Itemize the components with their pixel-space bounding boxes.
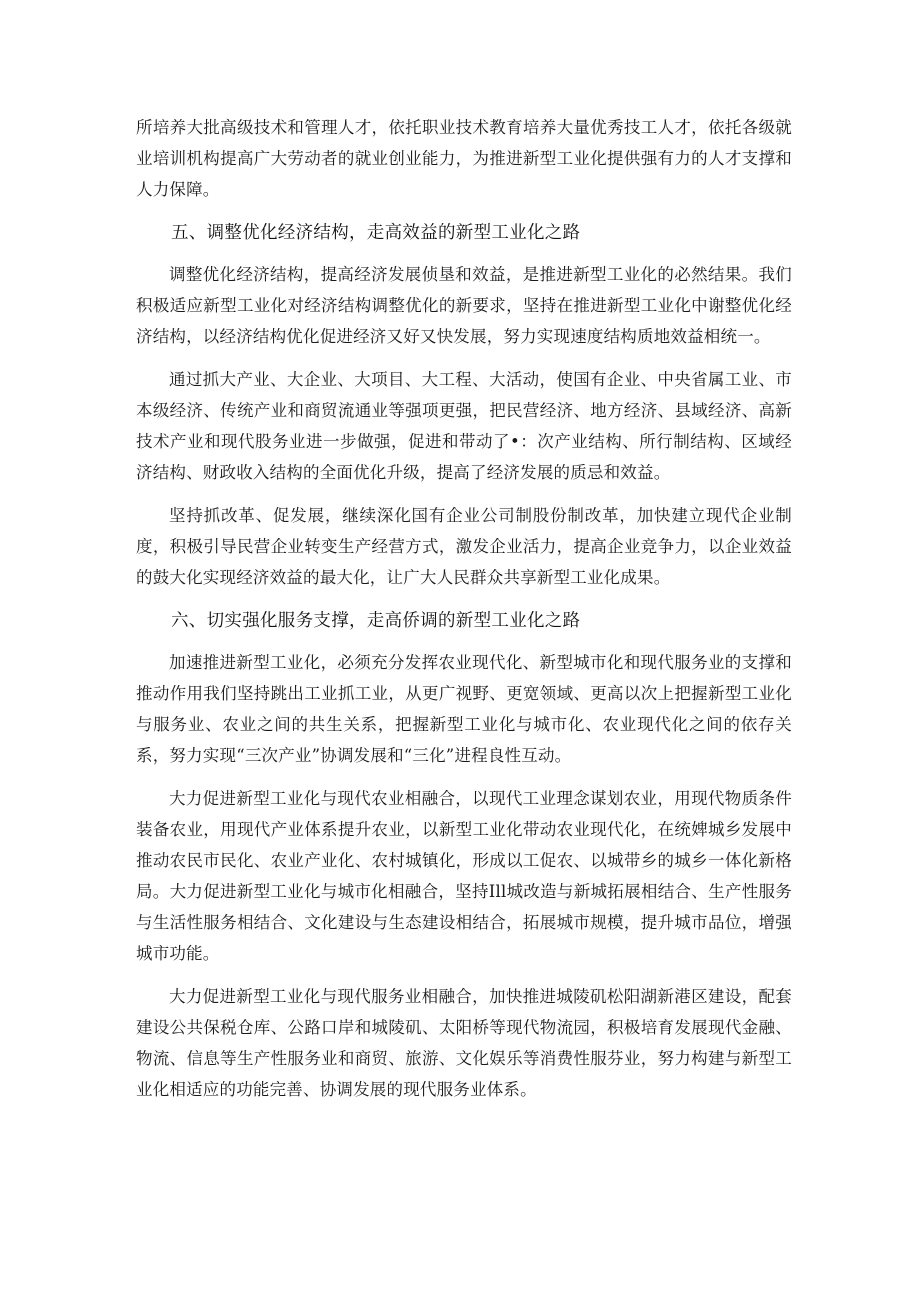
body-paragraph: 坚持抓改革、促发展，继续深化国有企业公司制股份制改革，加快建立现代企业制度，积极引导民营企业转变生产经营方式，激发企业活力，提高企业竞争力，以企业效益的鼓大化实现经济效益的最大化，让广大人民群众共享新型工业化成果。 (136, 506, 792, 587)
section-heading-five: 五、调整优化经济结构，走高效益的新型工业化之路 (171, 223, 581, 243)
body-paragraph: 所培养大批高级技术和管理人才，依托职业技术教育培养大量优秀技工人才，依托各级就业培训机构提高广大劳动者的就业创业能力，为推进新型工业化提供强有力的人才支撑和人力保障。 (136, 118, 792, 199)
body-paragraph: 通过抓大产业、大企业、大项目、大工程、大活动，使国有企业、中央省属工业、市本级经济、传统产业和商贸流通业等强项更强，把民营经济、地方经济、县域经济、高新技术产业和现代股务业进一步做强，促进和带动了•：次产业结构、所行制结构、区域经济结构、财政收入结构的全面优化升级，提高了经济发展的质忌和效益。 (136, 370, 792, 482)
body-paragraph: 调整优化经济结构，提高经济发展侦垦和效益，是推进新型工业化的必然结果。我们积极适应新型工业化对经济结构调整优化的新要求，坚持在推进新型工业化中谢整优化经济结构，以经济结构优化促进经济又好又快发展，努力实现速度结构质地效益相统一。 (136, 265, 792, 346)
body-paragraph: 大力促进新型工业化与现代服务业相融合，加快推进城陵矶松阳湖新港区建设，配套建设公共保税仓库、公路口岸和城陵矶、太阳桥等现代物流园，积极培育发展现代金融、物流、信息等生产性服务业和商贸、旅游、文化娱乐等消费性服芬业，努力构建与新型工业化相适应的功能完善、协调发展的现代服务业体系。 (136, 987, 792, 1099)
body-paragraph: 大力促进新型工业化与现代农业相融合，以现代工业理念谋划农业，用现代物质条件装备农业，用现代产业体系提升农业，以新型工业化带动农业现代化，在统婢城乡发展中推动农民市民化、农业产业化、农村城镇化，形成以工促农、以城带乡的城乡一体化新格局。大力促进新型工业化与城市化相融合，坚持Ill城改造与新城拓展相结合、生产性服务与生活性服务相结合、文化建设与生态建设相结合，拓展城市规模，提升城市品位，增强城市功能。 (136, 789, 792, 963)
body-paragraph: 加速推进新型工业化，必须充分发挥农业现代化、新型城市化和现代服务业的支撑和推动作用我们坚持跳出工业抓工业，从更广视野、更宽领域、更高以次上把握新型工业化与服务业、农业之间的共生关系，把握新型工业化与城市化、农业现代化之间的依存关系，努力实现“三次产业”协调发展和“三化”进程良性互动。 (136, 653, 792, 765)
section-heading-six: 六、切实强化服务支撑，走高侨调的新型工业化之路 (171, 611, 581, 631)
